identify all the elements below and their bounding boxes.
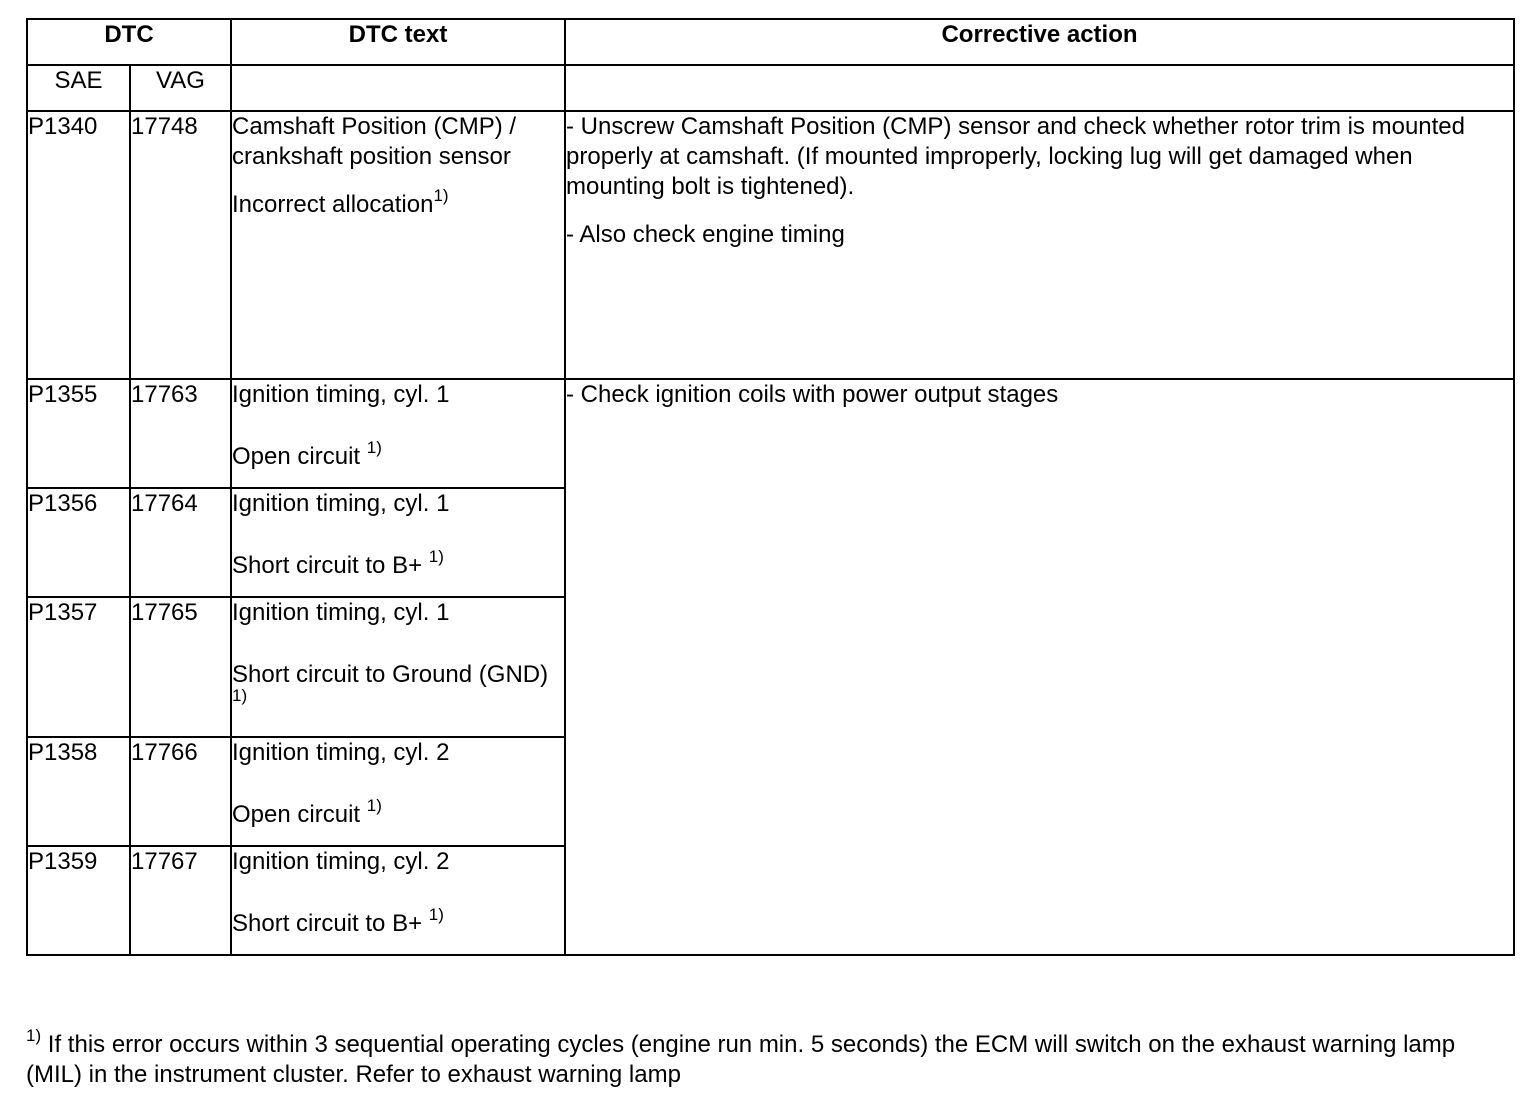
dtc-text-line2 xyxy=(232,438,564,472)
footnote-mark: 1) xyxy=(366,796,382,815)
corrective-action-ignition xyxy=(565,379,1514,955)
footnote-mark: 1) xyxy=(366,438,382,457)
sae-code: P1340 xyxy=(27,111,130,379)
dtc-text-line2 xyxy=(232,660,564,720)
dtc-text-line1: Ignition timing, cyl. 2 xyxy=(232,848,450,875)
dtc-text-condition: Incorrect allocation xyxy=(232,191,434,218)
footnote-text: If this error occurs within 3 sequential operating cycles (engine run min. 5 seconds) the ECM will switch on the exhaust warning lamp (MIL) in the instrument cluster. Refer to exhaust warning lamp xyxy=(26,1031,1456,1088)
dtc-text-cell xyxy=(231,379,565,488)
dtc-text-line2 xyxy=(232,905,564,939)
dtc-text-cell xyxy=(231,597,565,737)
corrective-action-cmp xyxy=(565,111,1514,379)
table-row xyxy=(27,379,1514,488)
footnote-mark: 1) xyxy=(232,686,248,705)
header-row xyxy=(27,19,1514,65)
dtc-text-line2 xyxy=(232,547,564,581)
action-cmp-1: - Unscrew Camshaft Position (CMP) sensor and check whether rotor trim is mounted properly at camshaft. (If mounted improperly, locking lug will get damaged when mounting bolt is tightened). xyxy=(566,113,1465,200)
footnote-mark: 1) xyxy=(26,1026,42,1045)
dtc-text-condition: Short circuit to B+ xyxy=(232,552,429,579)
header-dtc-text: DTC text xyxy=(231,19,565,65)
dtc-text-condition: Open circuit xyxy=(232,801,367,828)
dtc-table xyxy=(26,18,1515,956)
dtc-text-line2 xyxy=(232,796,564,830)
header-vag: VAG xyxy=(130,65,231,111)
sae-code: P1358 xyxy=(27,737,130,846)
dtc-text-condition: Open circuit xyxy=(232,443,367,470)
dtc-text-condition: Short circuit to B+ xyxy=(232,910,429,937)
header-corrective-action: Corrective action xyxy=(565,19,1514,65)
table-row xyxy=(27,111,1514,379)
dtc-text-condition: Short circuit to Ground (GND) xyxy=(232,661,549,688)
sae-code: P1359 xyxy=(27,846,130,955)
subheader-row xyxy=(27,65,1514,111)
action-cmp-2: - Also check engine timing xyxy=(566,221,845,248)
footnote-mark: 1) xyxy=(428,905,444,924)
vag-code: 17765 xyxy=(130,597,231,737)
sae-code: P1356 xyxy=(27,488,130,597)
footnote-mark: 1) xyxy=(428,547,444,566)
header-sae: SAE xyxy=(27,65,130,111)
subheader-empty-action xyxy=(565,65,1514,111)
sae-code: P1357 xyxy=(27,597,130,737)
dtc-text-cell xyxy=(231,111,565,379)
subheader-empty-text xyxy=(231,65,565,111)
action-ignition: - Check ignition coils with power output stages xyxy=(566,381,1059,408)
vag-code: 17748 xyxy=(130,111,231,379)
header-dtc: DTC xyxy=(27,19,231,65)
dtc-text-line1: Ignition timing, cyl. 2 xyxy=(232,739,450,766)
vag-code: 17764 xyxy=(130,488,231,597)
vag-code: 17767 xyxy=(130,846,231,955)
dtc-text-line1: Ignition timing, cyl. 1 xyxy=(232,381,450,408)
vag-code: 17763 xyxy=(130,379,231,488)
dtc-text-line1: Ignition timing, cyl. 1 xyxy=(232,599,450,626)
sae-code: P1355 xyxy=(27,379,130,488)
footnote-mark: 1) xyxy=(433,186,449,205)
dtc-text-cell xyxy=(231,846,565,955)
footnote xyxy=(26,1026,1496,1090)
dtc-text-cell xyxy=(231,737,565,846)
dtc-text-line2 xyxy=(232,186,564,220)
dtc-text-line1: Ignition timing, cyl. 1 xyxy=(232,490,450,517)
dtc-text-line1: Camshaft Position (CMP) / crankshaft position sensor xyxy=(232,113,517,170)
vag-code: 17766 xyxy=(130,737,231,846)
dtc-text-cell xyxy=(231,488,565,597)
